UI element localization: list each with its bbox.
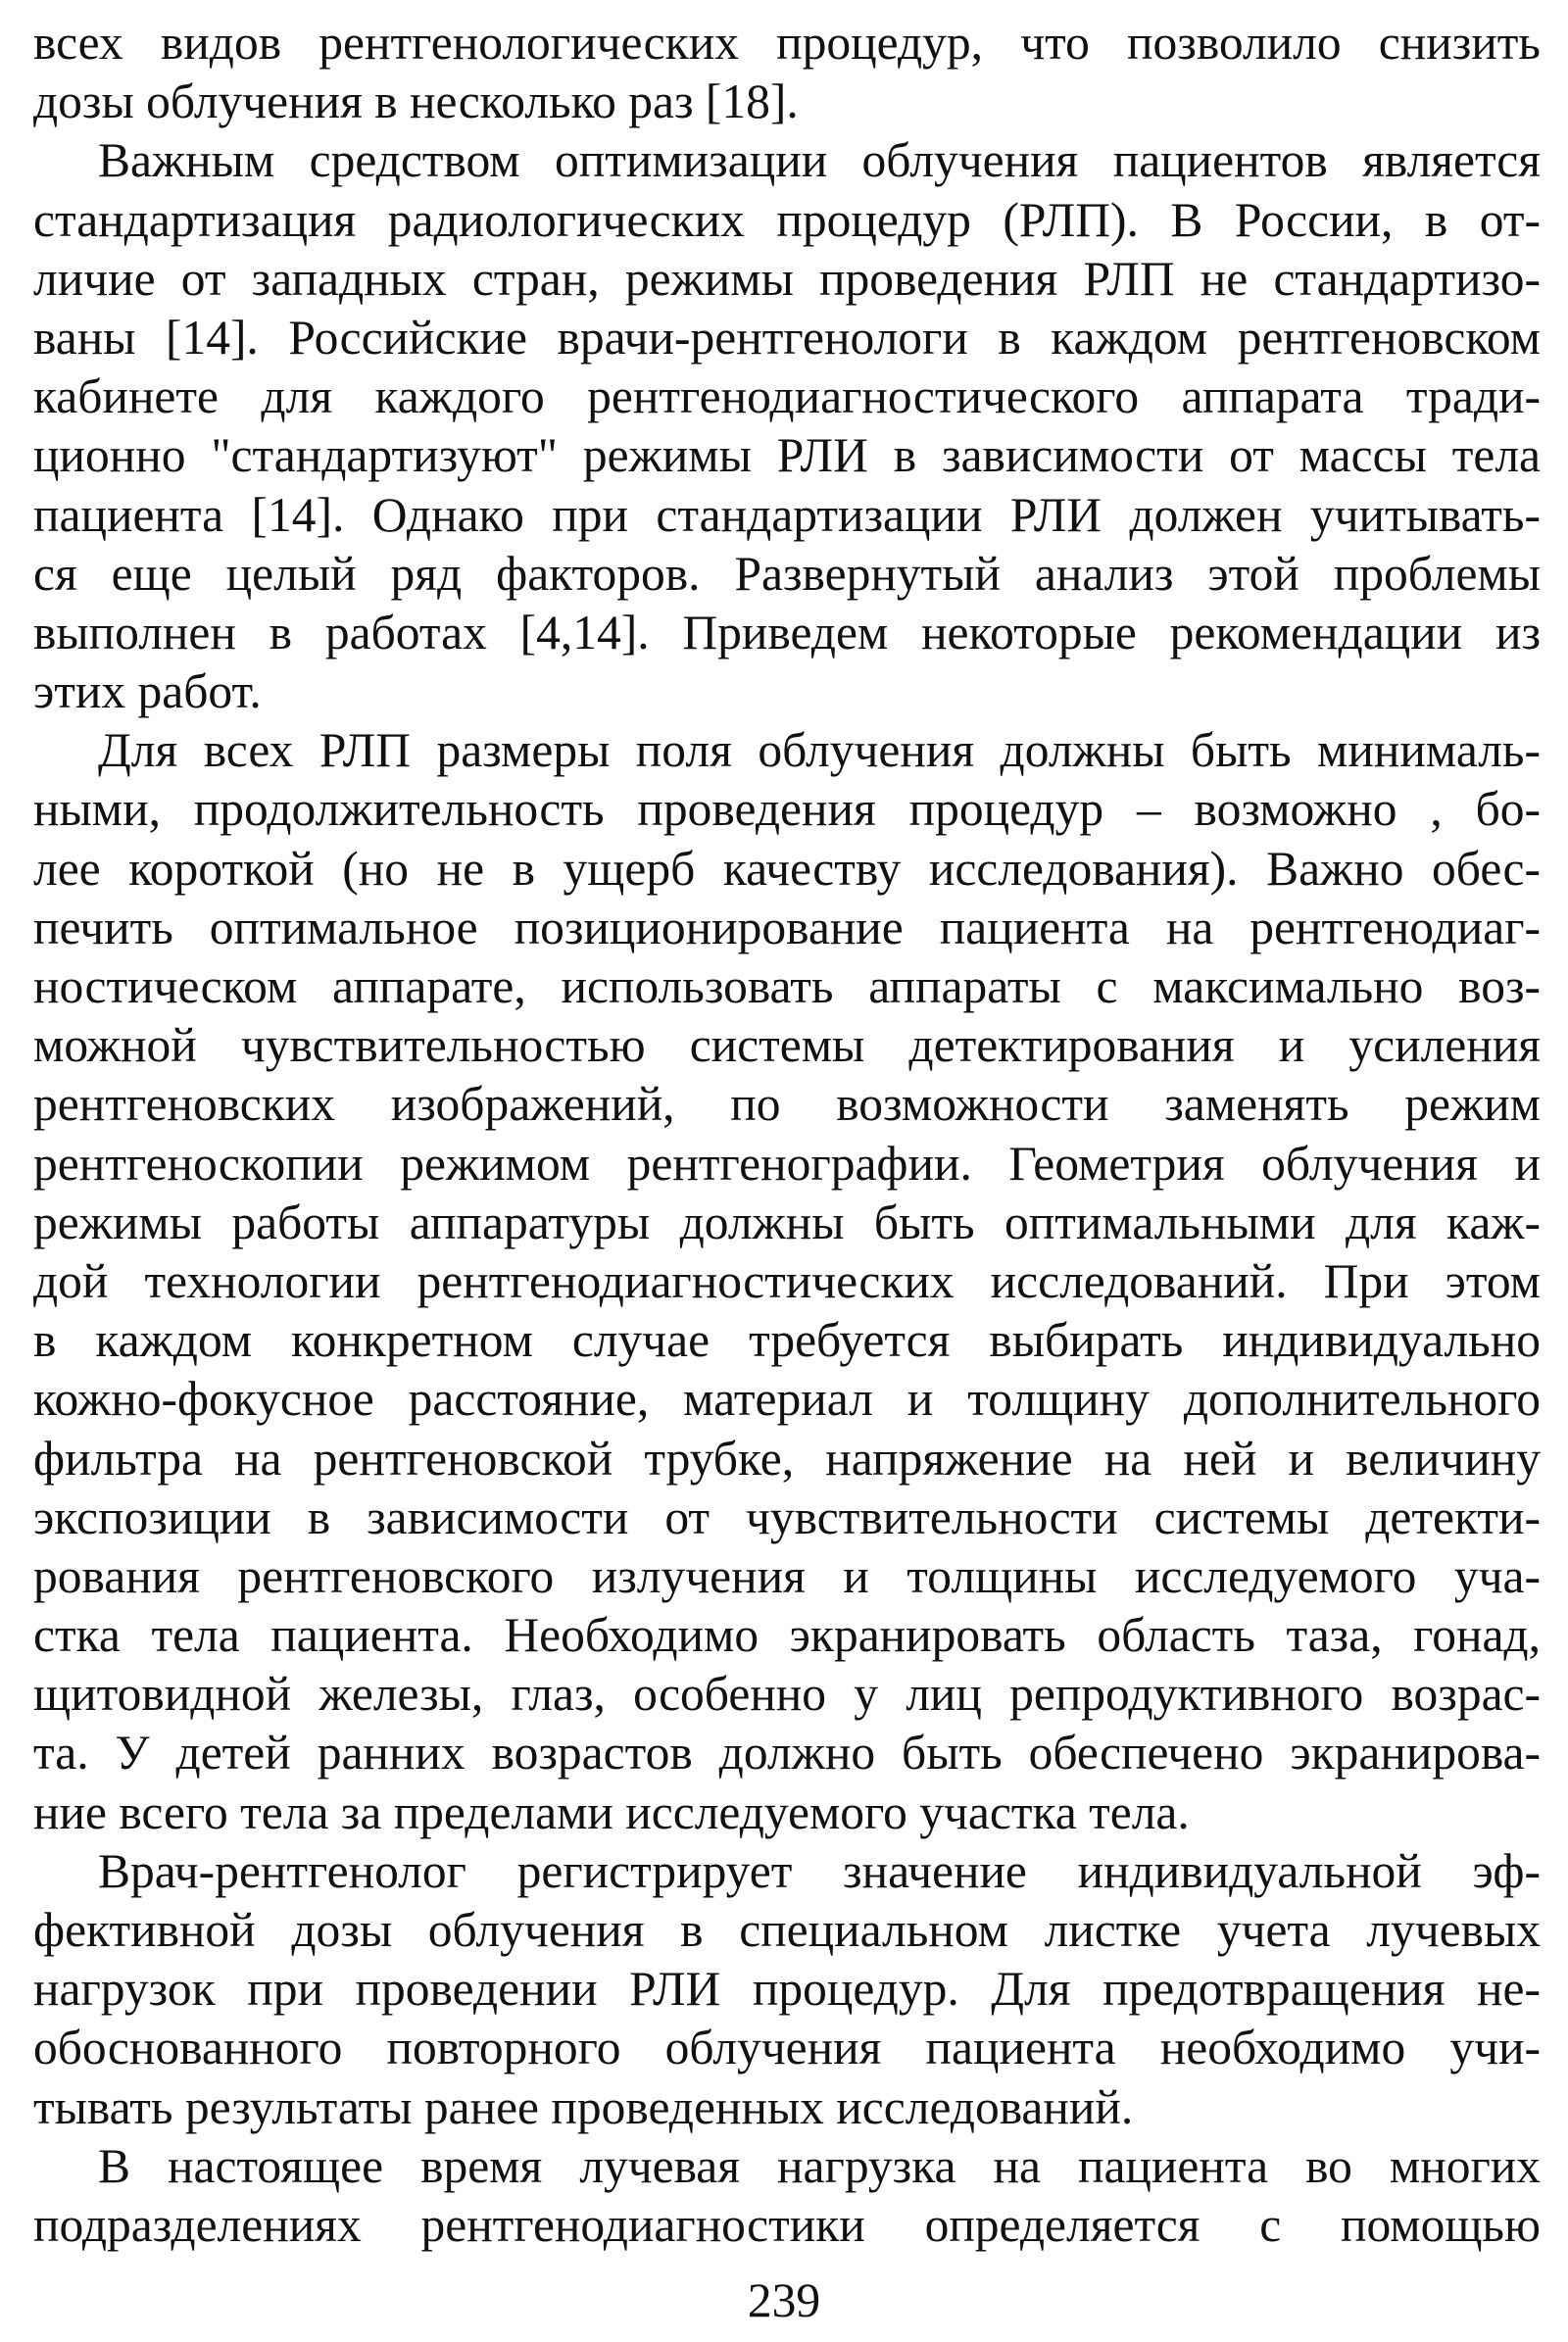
text-line: нагрузок при проведении РЛИ процедур. Для предотвращения не- bbox=[33, 1962, 1541, 2017]
text-line: щитовидной железы, глаз, особенно у лиц репродуктивного возрас- bbox=[33, 1667, 1541, 1722]
text-line: ваны [14]. Российские врачи-рентгенологи в каждом рентгеновском bbox=[33, 310, 1541, 365]
text-line: тывать результаты ранее проведенных исследований. bbox=[33, 2079, 1134, 2134]
text-line: ние всего тела за пределами исследуемого участка тела. bbox=[33, 1784, 1190, 1839]
text-line: Важным средством оптимизации облучения пациентов является bbox=[98, 133, 1541, 188]
text-line: подразделениях рентгенодиагностики определяется с помощью bbox=[33, 2197, 1541, 2252]
text-line: ционно "стандартизуют" режимы РЛИ в зависимости от массы тела bbox=[33, 428, 1541, 483]
body-text bbox=[33, 14, 1541, 2255]
text-line: всех видов рентгенологических процедур, что позволило снизить bbox=[33, 16, 1541, 70]
text-line: в каждом конкретном случае требуется выбирать индивидуально bbox=[33, 1313, 1541, 1368]
text-line: лее короткой (но не в ущерб качеству исследования). Важно обес- bbox=[33, 841, 1541, 896]
text-line: ся еще целый ряд факторов. Развернутый анализ этой проблемы bbox=[33, 546, 1541, 601]
text-line: та. У детей ранних возрастов должно быть обеспечено экранирова- bbox=[33, 1726, 1541, 1781]
text-line: обоснованного повторного облучения пациента необходимо учи- bbox=[33, 2021, 1541, 2075]
text-line: ными, продолжительность проведения процедур – возможно , бо- bbox=[33, 782, 1541, 837]
text-line: печить оптимальное позиционирование пациента на рентгенодиаг- bbox=[33, 900, 1541, 954]
text-line: рентгеновских изображений, по возможности заменять режим bbox=[33, 1077, 1541, 1132]
text-line: Врач-рентгенолог регистрирует значение индивидуальной эф- bbox=[98, 1843, 1541, 1898]
text-line: кожно-фокусное расстояние, материал и толщину дополнительного bbox=[33, 1372, 1541, 1427]
text-line: фективной дозы облучения в специальном листке учета лучевых bbox=[33, 1903, 1541, 1957]
text-line: кабинете для каждого рентгенодиагностического аппарата тради- bbox=[33, 369, 1541, 424]
text-line: В настоящее время лучевая нагрузка на пациента во многих bbox=[98, 2138, 1541, 2193]
text-line: рентгеноскопии режимом рентгенографии. Геометрия облучения и bbox=[33, 1136, 1541, 1191]
text-line: личие от западных стран, режимы проведения РЛП не стандартизо- bbox=[33, 251, 1541, 306]
page-number: 239 bbox=[747, 2273, 821, 2327]
text-line: дозы облучения в несколько раз [18]. bbox=[33, 74, 799, 129]
text-line: дой технологии рентгенодиагностических исследований. При этом bbox=[33, 1253, 1541, 1308]
text-line: стандартизация радиологических процедур (РЛП). В России, в от- bbox=[33, 192, 1541, 247]
text-line: ностическом аппарате, использовать аппараты с максимально воз- bbox=[33, 959, 1541, 1013]
text-line: рования рентгеновского излучения и толщины исследуемого уча- bbox=[33, 1548, 1541, 1603]
text-line: стка тела пациента. Необходимо экранировать область таза, гонад, bbox=[33, 1608, 1541, 1663]
text-line: выполнен в работах [4,14]. Приведем некоторые рекомендации из bbox=[33, 605, 1541, 659]
text-line: пациента [14]. Однако при стандартизации РЛИ должен учитывать- bbox=[33, 487, 1541, 542]
text-line: фильтра на рентгеновской трубке, напряжение на ней и величину bbox=[33, 1431, 1541, 1486]
text-line: экспозиции в зависимости от чувствительности системы детекти- bbox=[33, 1489, 1541, 1544]
text-line: можной чувствительностью системы детектирования и усиления bbox=[33, 1018, 1541, 1073]
text-line: Для всех РЛП размеры поля облучения должны быть минималь- bbox=[98, 723, 1541, 778]
text-line: режимы работы аппаратуры должны быть оптимальными для каж- bbox=[33, 1195, 1541, 1249]
text-line: этих работ. bbox=[33, 664, 262, 719]
